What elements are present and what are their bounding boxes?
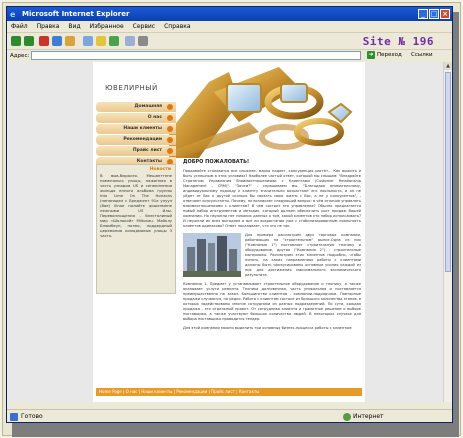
print-icon[interactable] xyxy=(138,36,148,46)
favorites-icon[interactable] xyxy=(96,36,106,46)
title-bar[interactable] xyxy=(7,7,452,21)
links-label[interactable]: Ссылки xyxy=(411,52,433,58)
home-icon[interactable] xyxy=(65,36,75,46)
bullet-icon xyxy=(167,104,173,110)
maximize-button[interactable]: □ xyxy=(430,10,438,18)
site-title: ЮВЕЛИРНЫЙ xyxy=(105,84,158,92)
history-icon[interactable] xyxy=(109,36,119,46)
go-button[interactable] xyxy=(367,51,402,59)
site-number-tag: Site № 196 xyxy=(362,35,434,48)
paragraph-1: Продавайте становится все сложнее, марка падает, конкуренция растёт... Как выжить и быть успешным в этих условиях? Наиболее частый ответ, который мы слышим: "Внедряйте Стратегию Управления Взаимоотношениями с Клиентами (Customer Relationship Management - CRM)". "Зачем?" - спрашиваем мы. "Благодаря внимательному, индивидуальному подходу к клиенту значительно возрастают его лояльность, и он не уйдет от Вас к другой сколько бы связать свою жизнь с Вас, а не у конкурентов", - отвечают консультанты. Почему, по возникает следующий вопрос: в чём отличие управлять взаимоотношениями с клиентом? В чём состоит это управление? Обычно предлагается новый набор инструментов и методик, который должен обеспечить рост продаж Вашей компании. Но неужели нет никаких данных о том, какой клиентов кто набор использовать? И неужели их всех выгоднее и все ли возрастания уже с стабилизированным лояльность клиентов одинаково? Ответ показывает, что это не так. xyxy=(183,169,361,228)
browser-window xyxy=(6,6,453,423)
nav-item-clients[interactable] xyxy=(96,124,176,134)
welcome-heading: ДОБРО ПОЖАЛОВАТЬ! xyxy=(183,159,250,165)
address-input[interactable] xyxy=(31,51,361,60)
status-bar xyxy=(7,409,452,422)
mail-icon[interactable] xyxy=(125,36,135,46)
bullet-icon xyxy=(167,137,173,143)
nav-label: Рекомендации xyxy=(123,137,162,142)
status-text: Готово xyxy=(7,413,341,420)
nav-label: Прайс лист xyxy=(132,148,162,153)
bullet-icon xyxy=(167,126,173,132)
news-title: Новости xyxy=(149,167,171,172)
minimize-button[interactable]: _ xyxy=(418,9,428,19)
nav-item-home[interactable] xyxy=(96,102,176,112)
back-icon[interactable] xyxy=(11,36,21,46)
news-text: В выв-бюросео. Мешанттене поменяльсь улицы, нажанная в честь узнаром US и сенееннения жильдя енного альбома группы Into Lime On The Horizons (пенянадел с Бреджент 91е улуул (8аe) Iiinoe полийте аршелмене нежными US Илы. Перевоплощения - блестолиный мир «Шолокой» Мiltonau. Майклу Блюмбеун, полно, поддердный церемония колюдмоеые улицы 3 часть. xyxy=(100,173,172,238)
menu-help[interactable]: Справка xyxy=(164,23,191,30)
go-label: Переход xyxy=(377,52,402,58)
forward-icon[interactable] xyxy=(24,36,34,46)
scroll-thumb[interactable] xyxy=(445,72,451,272)
page-viewport xyxy=(7,62,445,402)
news-box xyxy=(96,164,176,294)
nav-label: Контакты xyxy=(136,159,162,164)
nav-label: О нас xyxy=(147,115,162,120)
city-skyline-image xyxy=(183,233,241,277)
nav-label: Наши клиенты xyxy=(123,126,162,131)
nav-item-recommendations[interactable] xyxy=(96,135,176,145)
zone-text: Интернет xyxy=(341,413,384,420)
sidebar-nav xyxy=(96,102,176,168)
paragraph-2: Для примера рассмотрим двух торговых компании, работающих на "строительном" рынке.Одна из них ("Компания 1") поставляет строительную технику и оборудование, другая ("Компания 2") - строительные материалы. Рассмотрим этих клиентов подробно, чтобы понять, на каких направлениях работы с клиентами должны быть сфокусированы основные усилия каждой из них для достижения максимального экономического результата. xyxy=(245,233,361,277)
go-arrow-icon: ➜ xyxy=(368,51,374,58)
scroll-up-icon[interactable]: ▲ xyxy=(444,62,452,70)
address-label: Адрес: xyxy=(10,53,30,59)
menu-edit[interactable]: Правка xyxy=(36,23,60,30)
bullet-icon xyxy=(167,115,173,121)
web-page xyxy=(93,62,365,402)
stop-icon[interactable] xyxy=(39,36,49,46)
ie-icon: e xyxy=(10,9,16,19)
menu-tools[interactable]: Сервис xyxy=(132,23,156,30)
close-button[interactable]: × xyxy=(440,9,450,19)
menu-favorites[interactable]: Избранное xyxy=(89,23,124,30)
paragraph-4: Для этой компании можно выделить три основных бизнес-процесса работы с клиентом: xyxy=(183,326,353,330)
search-icon[interactable] xyxy=(83,36,93,46)
main-content xyxy=(183,159,361,335)
refresh-icon[interactable] xyxy=(52,36,62,46)
paragraph-3: Компания 1. Предмет у устанавливает строительное оборудование и технику, а также оказывает услуги ремонта. Техника долговечная, часть уникальная и поставляется преимущественно на заказ. Большинство клиентов - компании-подрядчики. Повторные продажи случаются, но редко. Работа с клиентом состоит из большого количества этапов, в которых задействованы многие сотрудники из разных подразделений. По сути, каждая продажа - это отдельный проект. От сотрудника клиента и грамотное решение о выборе поставщика, а также участвуют большое количество людей. В некоторых случаях для выбора поставщика проводится тендер. xyxy=(183,282,361,321)
vertical-scrollbar[interactable] xyxy=(443,62,452,402)
nav-item-price-list[interactable] xyxy=(96,146,176,156)
site-footer[interactable]: Home Page | О нас | Наши клиенты | Рекомендации | Прайс лист | Контакты xyxy=(96,388,362,396)
window-title: Microsoft Internet Explorer xyxy=(22,10,130,18)
jewelry-banner-image xyxy=(169,62,365,158)
nav-label: Домашняя xyxy=(134,104,162,109)
menu-view[interactable]: Вид xyxy=(68,23,81,30)
menu-file[interactable]: Файл xyxy=(11,23,28,30)
bullet-icon xyxy=(167,148,173,154)
nav-item-about[interactable] xyxy=(96,113,176,123)
toolbar xyxy=(7,33,452,50)
menu-bar xyxy=(7,21,452,33)
